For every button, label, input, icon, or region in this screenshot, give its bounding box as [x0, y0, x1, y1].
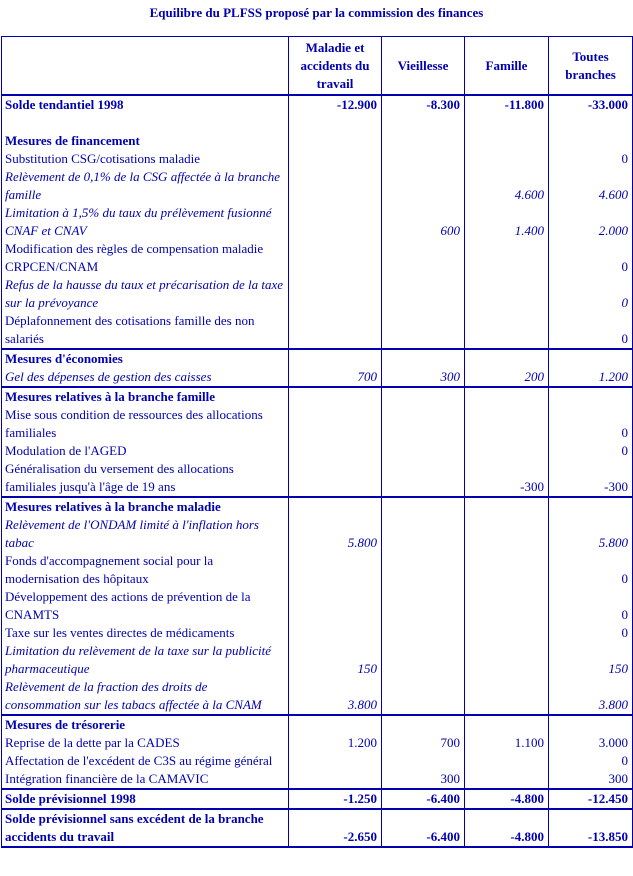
row-label: Limitation à 1,5% du taux du prélèvement fusionné CNAF et CNAV [5, 205, 272, 238]
row-label: Solde tendantiel 1998 [5, 97, 124, 112]
row-label: Généralisation du versement des allocations familiales jusqu'à l'âge de 19 ans [5, 461, 234, 494]
value-cell [465, 150, 549, 168]
value-cell [382, 132, 465, 150]
table-row [2, 752, 633, 770]
column-header-toutes-branches: Toutes branches [549, 37, 633, 96]
value-cell [549, 497, 633, 516]
table-row [2, 588, 633, 624]
row-label: Taxe sur les ventes directes de médicaments [5, 625, 235, 640]
row-label: Développement des actions de prévention de la CNAMTS [5, 589, 251, 622]
row-label: Solde prévisionnel 1998 [2, 789, 289, 809]
value-cell [382, 276, 465, 312]
value-cell [465, 588, 549, 624]
value-cell [289, 624, 382, 642]
value-cell [289, 442, 382, 460]
value-cell: 600 [382, 204, 465, 240]
value-cell [289, 715, 382, 734]
value-cell [289, 349, 382, 368]
row-label: Mesures d'économies [2, 349, 289, 368]
table-row [2, 734, 633, 752]
value-cell: 0 [549, 276, 633, 312]
row-label: Solde prévisionnel sans excédent de la branche accidents du travail [2, 809, 289, 847]
value-cell: -2.650 [289, 809, 382, 847]
value-cell: -1.250 [289, 789, 382, 809]
row-label: Modulation de l'AGED [5, 443, 127, 458]
row-label: Substitution CSG/cotisations maladie [5, 151, 200, 166]
value-cell [289, 460, 382, 497]
value-cell: 0 [549, 624, 633, 642]
row-label: Fonds d'accompagnement social pour la modernisation des hôpitaux [5, 553, 214, 586]
table-row [2, 678, 633, 715]
value-cell [382, 150, 465, 168]
value-cell: 3.800 [549, 678, 633, 715]
value-cell [382, 752, 465, 770]
value-cell: 3.800 [289, 678, 382, 715]
value-cell [382, 552, 465, 588]
value-cell [549, 715, 633, 734]
row-label: Gel des dépenses de gestion des caisses [5, 369, 212, 384]
value-cell [465, 624, 549, 642]
value-cell: -300 [549, 460, 633, 497]
plfss-balance-table [1, 36, 633, 848]
table-row [2, 497, 633, 516]
value-cell: -8.300 [382, 95, 465, 114]
value-cell: 300 [382, 368, 465, 387]
value-cell [382, 460, 465, 497]
value-cell: 300 [382, 770, 465, 789]
table-header [2, 37, 633, 96]
value-cell: -12.450 [549, 789, 633, 809]
row-label: Affectation de l'excédent de C3S au régime général [5, 753, 273, 768]
table-row [2, 95, 633, 114]
value-cell: 1.400 [465, 204, 549, 240]
value-cell: 5.800 [549, 516, 633, 552]
value-cell [465, 312, 549, 349]
table-row [2, 114, 633, 132]
row-label: Mesures de financement [5, 133, 140, 148]
table-row [2, 368, 633, 387]
value-cell [289, 406, 382, 442]
value-cell [382, 715, 465, 734]
row-label: Relèvement de l'ONDAM limité à l'inflation hors tabac [5, 517, 259, 550]
row-label: Mise sous condition de ressources des allocations familiales [5, 407, 263, 440]
value-cell [465, 715, 549, 734]
value-cell [289, 552, 382, 588]
row-label: Refus de la hausse du taux et précarisation de la taxe sur la prévoyance [5, 277, 284, 310]
value-cell: -11.800 [465, 95, 549, 114]
value-cell [549, 387, 633, 406]
row-label: Relèvement de 0,1% de la CSG affectée à la branche famille [5, 169, 281, 202]
value-cell: -13.850 [549, 809, 633, 847]
value-cell [465, 678, 549, 715]
table-row [2, 168, 633, 204]
value-cell: 1.200 [289, 734, 382, 752]
column-header-maladie: Maladie et accidents du travail [289, 37, 382, 96]
row-label: Modification des règles de compensation maladie CRPCEN/CNAM [5, 241, 264, 274]
table-row [2, 387, 633, 406]
value-cell: 1.100 [465, 734, 549, 752]
table-row [2, 642, 633, 678]
row-label [2, 114, 289, 132]
column-header-vieillesse: Vieillesse [382, 37, 465, 96]
value-cell [289, 114, 382, 132]
value-cell [549, 114, 633, 132]
value-cell [289, 132, 382, 150]
value-cell: 700 [382, 734, 465, 752]
value-cell [382, 588, 465, 624]
value-cell: 700 [289, 368, 382, 387]
table-row [2, 552, 633, 588]
value-cell [289, 168, 382, 204]
value-cell [465, 406, 549, 442]
value-cell [289, 240, 382, 276]
value-cell [465, 497, 549, 516]
value-cell: 2.000 [549, 204, 633, 240]
value-cell: -12.900 [289, 95, 382, 114]
value-cell [289, 588, 382, 624]
row-label: Mesures relatives à la branche famille [2, 387, 289, 406]
value-cell [382, 349, 465, 368]
table-row [2, 442, 633, 460]
row-label: Reprise de la dette par la CADES [5, 735, 180, 750]
value-cell: -33.000 [549, 95, 633, 114]
value-cell [289, 204, 382, 240]
table-row [2, 516, 633, 552]
value-cell [382, 497, 465, 516]
table-row [2, 312, 633, 349]
value-cell [465, 516, 549, 552]
value-cell [465, 642, 549, 678]
value-cell: 1.200 [549, 368, 633, 387]
value-cell [382, 168, 465, 204]
value-cell [289, 752, 382, 770]
value-cell: -4.800 [465, 789, 549, 809]
header-row [2, 37, 633, 96]
value-cell [289, 770, 382, 789]
value-cell [382, 406, 465, 442]
value-cell [382, 678, 465, 715]
value-cell [382, 312, 465, 349]
corner-cell [2, 37, 289, 96]
table-row [2, 789, 633, 809]
table-row [2, 204, 633, 240]
value-cell: 5.800 [289, 516, 382, 552]
value-cell [382, 442, 465, 460]
value-cell [465, 442, 549, 460]
value-cell: 200 [465, 368, 549, 387]
value-cell [382, 642, 465, 678]
value-cell [549, 132, 633, 150]
row-label: Limitation du relèvement de la taxe sur la publicité pharmaceutique [5, 643, 271, 676]
value-cell [465, 132, 549, 150]
value-cell: 0 [549, 150, 633, 168]
value-cell: 0 [549, 442, 633, 460]
table-row [2, 276, 633, 312]
value-cell [465, 770, 549, 789]
table-row [2, 406, 633, 442]
value-cell [382, 516, 465, 552]
value-cell [465, 240, 549, 276]
value-cell [289, 497, 382, 516]
value-cell: 0 [549, 588, 633, 624]
value-cell: -6.400 [382, 789, 465, 809]
value-cell [465, 387, 549, 406]
value-cell [289, 387, 382, 406]
column-header-famille: Famille [465, 37, 549, 96]
value-cell: 4.600 [465, 168, 549, 204]
row-label: Intégration financière de la CAMAVIC [5, 771, 209, 786]
value-cell [465, 349, 549, 368]
value-cell: -300 [465, 460, 549, 497]
table-row [2, 624, 633, 642]
value-cell: 0 [549, 312, 633, 349]
value-cell [465, 552, 549, 588]
value-cell [382, 114, 465, 132]
table-row [2, 715, 633, 734]
table-row [2, 240, 633, 276]
table-row [2, 809, 633, 847]
value-cell: 300 [549, 770, 633, 789]
value-cell [465, 114, 549, 132]
value-cell: 0 [549, 406, 633, 442]
value-cell: 150 [289, 642, 382, 678]
value-cell [465, 276, 549, 312]
row-label: Mesures de trésorerie [2, 715, 289, 734]
value-cell [289, 312, 382, 349]
row-label: Déplafonnement des cotisations famille des non salariés [5, 313, 255, 346]
value-cell: 150 [549, 642, 633, 678]
table-row [2, 132, 633, 150]
page-title: Equilibre du PLFSS proposé par la commission des finances [149, 5, 484, 20]
value-cell [289, 150, 382, 168]
value-cell: 3.000 [549, 734, 633, 752]
value-cell: 0 [549, 552, 633, 588]
value-cell: -4.800 [465, 809, 549, 847]
value-cell [465, 752, 549, 770]
value-cell: -6.400 [382, 809, 465, 847]
value-cell: 0 [549, 240, 633, 276]
table-row [2, 150, 633, 168]
value-cell [549, 349, 633, 368]
value-cell [382, 240, 465, 276]
table-row [2, 460, 633, 497]
table-body [2, 95, 633, 847]
row-label: Mesures relatives à la branche maladie [2, 497, 289, 516]
table-row [2, 349, 633, 368]
row-label: Relèvement de la fraction des droits de consommation sur les tabacs affectée à la CNAM [5, 679, 262, 712]
value-cell: 4.600 [549, 168, 633, 204]
value-cell: 0 [549, 752, 633, 770]
value-cell [289, 276, 382, 312]
table-row [2, 770, 633, 789]
value-cell [382, 387, 465, 406]
value-cell [382, 624, 465, 642]
